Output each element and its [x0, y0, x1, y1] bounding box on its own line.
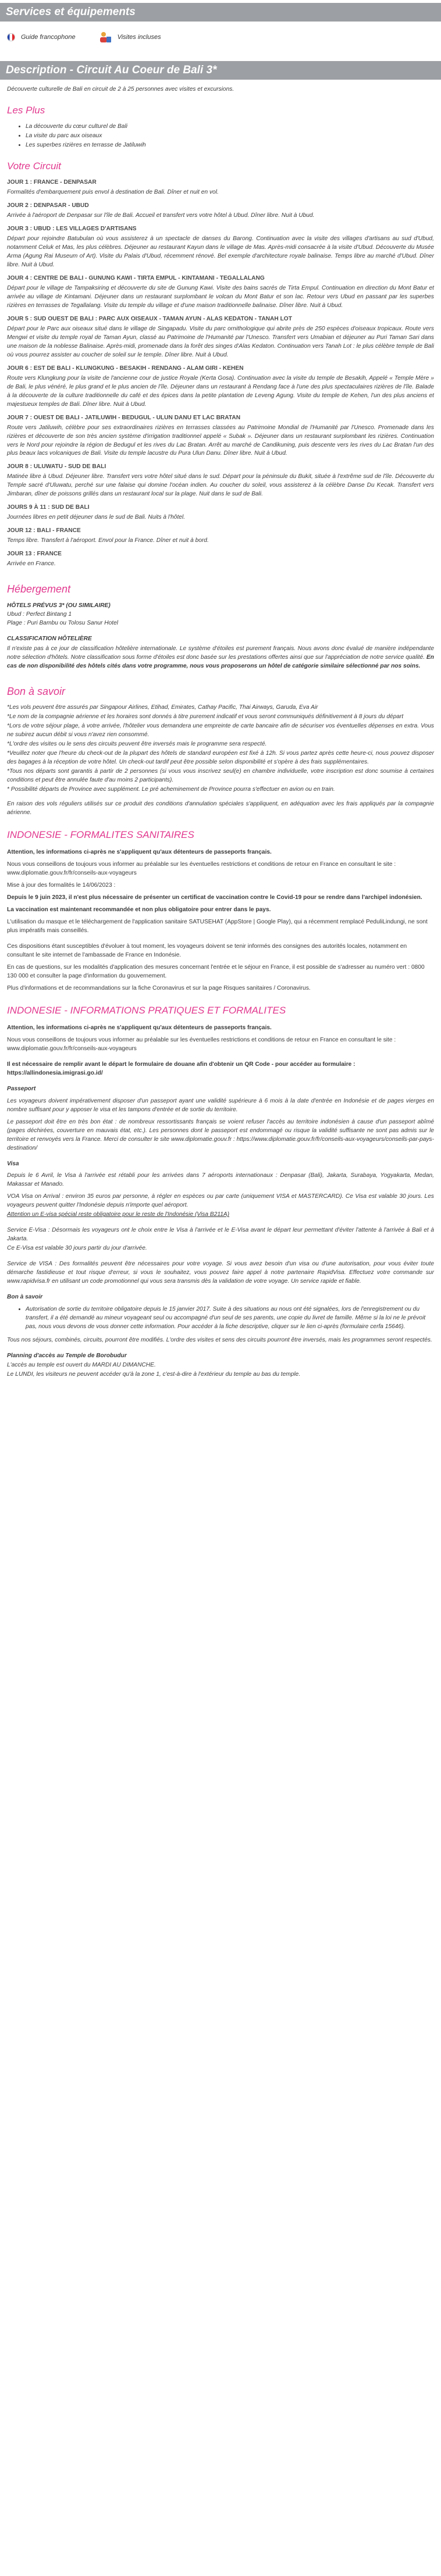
- day-text: Matinée libre à Ubud. Déjeuner libre. Transfert vers votre hôtel situé dans le sud. Départ pour la péninsule du Bukit, située à l'extrême sud de l'île. Découverte du Temple sacré d'Uluwatu, perché sur une falaise qui domine l'océan indien. Au coucher du soleil, vous assisterez à la célèbre Danse Du Kecak. Transfert vers Jimbaran, dîner de poissons grillés dans un restaurant local sur la plage. Nuit dans le sud de Bali.: [7, 473, 434, 498]
- pratiques-closing: Tous nos séjours, combinés, circuits, pourront être modifiés. L'ordre des visites et sens des circuits pourront être inversés, mais les programmes seront respectés.: [7, 1337, 432, 1344]
- hebergement-title: Hébergement: [7, 583, 71, 595]
- list-item: • La visite du parc aux oiseaux: [26, 132, 434, 141]
- day-text: Journées libres en petit déjeuner dans le sud de Bali. Nuits à l'hôtel.: [7, 514, 186, 521]
- services-header: Services et équipements: [0, 3, 441, 22]
- passport-text: Les voyageurs doivent impérativement disposer d'un passeport ayant une validité supérieure à 6 mois à la date d'entrée en Indonésie et de pages vierges en nombre suffisant pour y apposer le visa et les tampons d'entrée et de sortie du territoire.: [7, 1097, 434, 1113]
- services-list: [0, 22, 441, 52]
- list-item: • La découverte du cœur culturel de Bali: [26, 123, 434, 131]
- main-content: [0, 85, 441, 1379]
- circuit-title: Votre Circuit: [7, 160, 61, 172]
- classification-title: CLASSIFICATION HÔTELIÈRE: [7, 635, 92, 642]
- day-title: JOUR 4 : CENTRE DE BALI - GUNUNG KAWI - TIRTA EMPUL - KINTAMANI - TEGALLALANG: [7, 274, 265, 281]
- service-visits: [99, 31, 161, 43]
- day-text: Route vers Jatiluwih, célèbre pour ses extraordinaires rizières en terrasses classées au Patrimoine Mondial de l'Humanité par l'Unesco. Promenade dans les rizières et découverte de son très ancien système d'irrigation traditionnel appelé « Subak ». Déjeuner dans un restaurant surplombant les rizières. Continuation vers le Nord pour rejoindre la région de Bedugul et les rives du Lac Bratan. Arrêt au marché de Candikuning, puis descente vers les rives du Lac Bratan l'un des plus beaux lacs volcaniques de Bali. Visite du temple lacustre du Pura Ulun Danu. Dîner libre. Nuit à Ubud.: [7, 424, 434, 457]
- day-title: JOUR 1 : FRANCE - DENPASAR: [7, 179, 97, 185]
- bon-savoir-item: *Les vols peuvent être assurés par Singapour Airlines, Etihad, Emirates, Cathay Pacific, Thai Airways, Garuda, Eva Air: [7, 704, 318, 711]
- pratiques-advice: Nous vous conseillons de toujours vous informer au préalable sur les éventuelles restrictions et conditions de retour en France en consultant le site : www.diplomatie.gouv.fr/fr/conseils-aux-voyageurs: [7, 1036, 396, 1052]
- passport-title: Passeport: [7, 1085, 36, 1092]
- classification-body: Il n'existe pas à ce jour de classification hôtelière internationale. Le système d'étoiles est purement français. Nous avons donc évalué de manière indépendante notre sélection d'hôtels. Notre classification sous forme d'étoiles est donc basée sur les prestations offertes ainsi que sur l'appréciation de notre service qualité.: [7, 645, 434, 661]
- pratiques-bon-title: Bon à savoir: [7, 1294, 43, 1301]
- day-title: JOUR 8 : ULUWATU - SUD DE BALI: [7, 463, 106, 470]
- plus-title: Les Plus: [7, 104, 45, 116]
- sanitaires-recommend: La vaccination est maintenant recommandée et non plus obligatoire pour entrer dans le pays.: [7, 906, 271, 913]
- sanitaires-vaccine: Depuis le 9 juin 2023, il n'est plus nécessaire de présenter un certificat de vaccination contre le Covid-19 pour se rendre dans l'archipel indonésien.: [7, 894, 422, 901]
- bon-savoir-item: *Lors de votre séjour plage, à votre arrivée, l'hôtelier vous demandera une empreinte de carte bancaire afin de sécuriser vos éventuelles dépenses en extra. Vous ne subirez aucun débit si vous n'avez rien consommé.: [7, 723, 434, 738]
- evisa-text-2: Ce E-Visa est valable 30 jours partir du jour d'arrivée.: [7, 1245, 147, 1252]
- evisa-text: Service E-Visa : Désormais les voyageurs ont le choix entre le Visa à l'arrivée et le E-Visa avant le départ leur permettant d'éviter l'attente à l'arrivée à Bali et à Jakarta.: [7, 1227, 434, 1243]
- hotel-plage: Plage : Puri Bambu ou Tolosu Sanur Hotel: [7, 619, 119, 626]
- day-text: Formalités d'embarquement puis envol à destination de Bali. Dîner et nuit en vol.: [7, 188, 219, 195]
- service-guide: [7, 33, 76, 41]
- day-title: JOUR 5 : SUD OUEST DE BALI : PARC AUX OISEAUX - TAMAN AYUN - ALAS KEDATON - TANAH LOT: [7, 315, 292, 322]
- service-visa-text: Service de VISA : Des formalités peuvent être nécessaires pour votre voyage. Si vous avez besoin d'un visa ou d'une autorisation, pour vous éviter toute démarche fastidieuse et tout risque d'erreur, si vous le souhaitez, vous pouvez faire appel à notre partenaire RapidVisa. Effectuez votre commande sur www.rapidvisa.fr en utilisant un code promotionnel qui vous sera transmis dès la validation de votre voyage. Un service rapide et fiable.: [7, 1261, 434, 1285]
- visa-text: Depuis le 6 Avril, le Visa à l'arrivée est rétabli pour les arrivées dans 7 aéroports internationaux : Denpasar (Bali), Jakarta, Surabaya, Yogyakarta, Medan, Makassar et Manado.: [7, 1172, 434, 1188]
- day-text: Départ pour rejoindre Batubulan où vous assisterez à un spectacle de danses du Barong. Continuation avec la visite des villages d'artisans au sud d'Ubud, notamment Celuk et Mas, les plus célèbres. Déjeuner au restaurant Kayun dans le village de Mas. Après-midi consacrée à la visite d'Ubud. Découverte du Musée Arma (Agung Rai Museum of Art). Visite du Palais d'Ubud, récemment rénové. Bel exemple d'architecture royale balinaise. Temps libre au marché d'Ubud. Dîner libre. Nuit à Ubud.: [7, 235, 434, 268]
- day-title: JOUR 6 : EST DE BALI - KLUNGKUNG - BESAKIH - RENDANG - ALAM GIRI - KEHEN: [7, 365, 244, 372]
- hotels-title: HÔTELS PRÉVUS 3* (OU SIMILAIRE): [7, 602, 111, 609]
- day-text: Arrivée à l'aéroport de Denpasar sur l'île de Bali. Accueil et transfert vers votre hôtel à Ubud. Dîner libre. Nuit à Ubud.: [7, 212, 315, 219]
- classification-bold: En cas de non disponibilité des hôtels cités dans votre programme, nous vous proposerons un hôtel de catégorie similaire sélectionné par nos soins.: [7, 654, 434, 669]
- sanitaires-questions: En cas de questions, sur les modalités d'application des mesures concernant l'entrée et le séjour en France, il est possible de s'adresser au numéro vert : 0800 130 000 et consulter la page d'information du gouvernement.: [7, 964, 425, 979]
- description-intro: Découverte culturelle de Bali en circuit de 2 à 25 personnes avec visites et excursions.: [7, 86, 234, 92]
- bon-savoir-item: * Possibilité départs de Province avec supplément. Le pré acheminement de Province pourra s'effectuer en avion ou en train.: [7, 786, 335, 793]
- day-list: [7, 179, 434, 569]
- list-item: • Les superbes rizières en terrasse de Jatiluwih: [26, 141, 434, 150]
- pratiques-title: INDONESIE - INFORMATIONS PRATIQUES ET FORMALITES: [7, 1004, 286, 1016]
- bon-savoir-item: En raison des vols réguliers utilisés sur ce produit des conditions d'annulation spéciales s'appliquent, en adéquation avec les frais appliqués par la compagnie aérienne.: [7, 800, 434, 816]
- day-text: Temps libre. Transfert à l'aéroport. Envol pour la France. Dîner et nuit à bord.: [7, 537, 209, 544]
- description-header: Description - Circuit Au Coeur de Bali 3*: [0, 61, 441, 80]
- planning-text-1: L'accès au temple est ouvert du MARDI AU DIMANCHE.: [7, 1362, 156, 1369]
- day-text: Route vers Klungkung pour la visite de l'ancienne cour de justice Royale (Kerta Gosa). Continuation avec la visite du temple de Besakih, Appelé « Temple Mère » de Bali, le plus vénéré, le plus grand et le plus ancien de l'île. Déjeuner dans un restaurant à Rendang face à l'une des plus spectaculaires rizières de l'île. Balade à la découverte de la culture traditionnelle du café et des épices dans la petite plantation de Leveng Agung. Visite du temple de Kehen, l'un des plus anciens et majestueux temples de Bali. Dîner libre. Nuit à Ubud.: [7, 374, 434, 408]
- sanitaires-title: INDONESIE - FORMALITES SANITAIRES: [7, 829, 194, 840]
- service-guide-label: Guide francophone: [21, 34, 76, 41]
- sanitaires-more: Plus d'informations et de recommandations sur la fiche Coronavirus et sur la page Risques sanitaires / Coronavirus.: [7, 984, 311, 991]
- day-title: JOUR 13 : FRANCE: [7, 551, 62, 558]
- day-title: JOUR 2 : DENPASAR - UBUD: [7, 202, 89, 209]
- list-item: • Autorisation de sortie du territoire obligatoire depuis le 15 janvier 2017. Suite à des situations au nous ont été signalées, lors de l'enregistrement ou du transfert, il a été demandé au mineur voyageant seul ou accompagné d'un seul de ses parents, une copie du livret de famille. Même si la loi ne le prévoit pas, nous vous devons de vous donner cette information. Pour accéder à la fiche descriptive, cliquer sur le lien ci-après (formulaire cerfa 15646).: [26, 1305, 434, 1332]
- pratiques-warning: Attention, les informations ci-après ne s'appliquent qu'aux détenteurs de passeports français.: [7, 1024, 272, 1031]
- day-title: JOUR 3 : UBUD : LES VILLAGES D'ARTISANS: [7, 225, 137, 232]
- day-text: Arrivée en France.: [7, 561, 56, 568]
- bon-savoir-title: Bon à savoir: [7, 685, 66, 697]
- sanitaires-warning: Attention, les informations ci-après ne s'appliquent qu'aux détenteurs de passeports français.: [7, 848, 272, 855]
- day-title: JOUR 7 : OUEST DE BALI - JATILUWIH - BEDUGUL - ULUN DANU ET LAC BRATAN: [7, 414, 241, 421]
- french-flag-icon: [7, 33, 15, 41]
- pratiques-form: Il est nécessaire de remplir avant le départ le formulaire de douane afin d'obtenir un QR Code - pour accéder au formulaire : https://allindonesia.imigrasi.go.id/: [7, 1061, 355, 1076]
- sanitaires-dispositions: Ces dispositions étant susceptibles d'évoluer à tout moment, les voyageurs doivent se tenir informés des consignes des autorités locales, notamment en consultant le site internet de l'ambassade de France en Indonésie.: [7, 943, 407, 958]
- day-title: JOURS 9 À 11 : SUD DE BALI: [7, 504, 90, 511]
- bon-savoir-item: *Veuillez noter que l'heure du check-out de la plupart des hôtels de standard européen est fixé à 12h. Si vous partez après cette heure-ci, nous pouvez disposer des bagages à la réception de votre hôtel. Un check-out tardif peut être possible selon disponibilité et s'opère à des frais supplémentaires.: [7, 750, 434, 766]
- sanitaires-advice: Nous vous conseillons de toujours vous informer au préalable sur les éventuelles restrictions et conditions de retour en France en consultant le site : www.diplomatie.gouv.fr/fr/conseils-aux-voyageurs: [7, 861, 396, 876]
- plus-list: [7, 123, 434, 150]
- pratiques-bon-list: [7, 1305, 434, 1332]
- planning-title: Planning d'accès au Temple de Borobudur: [7, 1353, 127, 1360]
- classification-text: [7, 645, 434, 671]
- visa-title: Visa: [7, 1160, 19, 1167]
- planning-text-2: Le LUNDI, les visiteurs ne peuvent accéder qu'à la zone 1, c'est-à-dire à l'extérieur du temple au bas du temple.: [7, 1371, 301, 1378]
- bon-savoir-item: *Le nom de la compagnie aérienne et les horaires sont donnés à titre purement indicatif et vous seront communiqués définitivement à 8 jours du départ: [7, 713, 404, 720]
- visa-text-2: VOA Visa on Arrival : environ 35 euros par personne, à régler en espèces ou par carte (uniquement VISA et MASTERCARD). Ce Visa est valable 30 jours. Les voyageurs peuvent quitter l'Indonésie depuis n'importe quel aéroport.: [7, 1193, 434, 1209]
- sanitaires-app: L'utilisation du masque et le téléchargement de l'application sanitaire SATUSEHAT (AppStore | Google Play), qui a récemment remplacé PeduliLindungi, ne sont plus impératifs mais conseillés.: [7, 918, 428, 934]
- visa-text-3[interactable]: Attention un E-visa spécial reste obligatoire pour le reste de l'Indonésie (Visa B211A): [7, 1211, 230, 1218]
- bon-savoir-item: *Tous nos départs sont garantis à partir de 2 personnes (si vous vous inscrivez seul(e) en chambre individuelle, votre inscription est donc soumise à certaines conditions et peut être annulée faute d'au moins 2 participants).: [7, 768, 434, 783]
- visa-person-icon: [99, 31, 112, 43]
- page: [0, 3, 441, 1379]
- day-text: Départ pour le Parc aux oiseaux situé dans le village de Singapadu. Visite du parc ornithologique qui abrite près de 250 espèces d'oiseaux tropicaux. Route vers Mengwi et visite du temple royal de Taman Ayun, classé au Patrimoine de l'Humanité par l'Unesco. Transfert vers Umabian et déjeuner au Puri Taman Sari dans une maison de la noblesse Balinaise. Après-midi, promenade dans la forêt des singes d'Alas Kedaton. Continuation vers Tanah Lot : le plus célèbre temple de Bali où vous pourrez assister au coucher de soleil sur le temple. Dîner libre. Nuit à Ubud.: [7, 325, 434, 358]
- passport-text-2: Le passeport doit être en très bon état : de nombreux ressortissants français se voient refuser l'accès au territoire indonésien à cause d'un passeport abîmé (pages déchirées, couverture en mauvais état, etc.). Les personnes dont le passeport est endommagé ou risque la validité suffisante ne sont pas admis sur le territoire et renvoyés vers la France. Merci de consulter le site www.diplomatie.gouv.fr : https://www.diplomatie.gouv.fr/fr/conseils-aux-voyageurs/conseils-par-pays-destination/: [7, 1118, 434, 1151]
- day-text: Départ pour le village de Tampaksiring et découverte du site de Gunung Kawi. Visite des bains sacrés de Tirta Empul. Continuation en direction du Mont Batur et arrivée au village de Kintamani. Déjeuner dans un restaurant surplombant le volcan du Mont Batur et son lac. Retour vers Ubud en passant par les superbes rizières en terrasses de Tegallalang. Visite du temple du village et d'une maison traditionnelle balinaise. Dîner libre. Nuit à Ubud.: [7, 284, 434, 309]
- sanitaires-update: Mise à jour des formalités le 14/06/2023 :: [7, 882, 116, 889]
- service-visits-label: Visites incluses: [117, 34, 161, 41]
- day-title: JOUR 12 : BALI - FRANCE: [7, 527, 81, 534]
- bon-savoir-item: *L'ordre des visites ou le sens des circuits peuvent être inversés mais le programme sera respecté.: [7, 741, 267, 748]
- hotel-ubud: Ubud : Perfect Bintang 1: [7, 611, 72, 618]
